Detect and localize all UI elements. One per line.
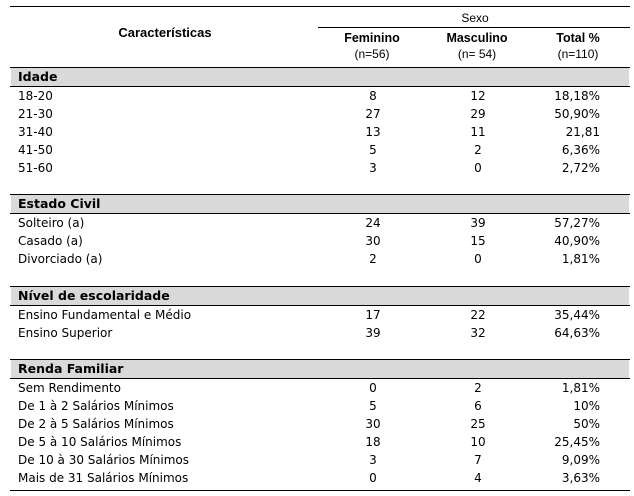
section-title: Estado Civil [18, 196, 101, 211]
row-label: Sem Rendimento [18, 381, 121, 395]
cell-total: 6,36% [561, 143, 600, 157]
cell-masculino: 29 [470, 107, 486, 121]
cell-masculino: 15 [470, 234, 486, 248]
section-title: Renda Familiar [18, 361, 124, 376]
cell-feminino: 39 [365, 326, 381, 340]
cell-feminino: 13 [365, 125, 381, 139]
section-title: Idade [18, 69, 58, 84]
row-label: Ensino Superior [18, 326, 113, 340]
cell-feminino: 27 [365, 107, 381, 121]
cell-total: 18,18% [554, 89, 600, 103]
row-label: Casado (a) [18, 234, 83, 248]
row-label: 31-40 [18, 125, 53, 139]
cell-total: 1,81% [561, 381, 600, 395]
cell-feminino: 2 [369, 252, 377, 266]
cell-feminino: 5 [369, 399, 377, 413]
col-sub-feminino: (n=56) [354, 47, 390, 61]
row-label: De 5 à 10 Salários Mínimos [18, 435, 182, 449]
cell-total: 64,63% [554, 326, 600, 340]
cell-feminino: 18 [365, 435, 381, 449]
top-rule [10, 6, 630, 7]
cell-masculino: 11 [470, 125, 486, 139]
section-header-0 [11, 68, 629, 86]
row-label: Mais de 31 Salários Mínimos [18, 471, 189, 485]
cell-total: 3,63% [561, 471, 600, 485]
row-label: 51-60 [18, 161, 53, 175]
section-title: Nível de escolaridade [18, 288, 170, 303]
cell-feminino: 0 [369, 381, 377, 395]
row-label: Solteiro (a) [18, 216, 85, 230]
cell-feminino: 3 [369, 161, 377, 175]
cell-feminino: 17 [365, 308, 381, 322]
cell-feminino: 8 [369, 89, 377, 103]
cell-feminino: 24 [365, 216, 381, 230]
row-label: Ensino Fundamental e Médio [18, 308, 192, 322]
sexo-group-header: Sexo [461, 11, 489, 25]
cell-masculino: 39 [470, 216, 486, 230]
cell-masculino: 0 [474, 161, 482, 175]
cell-total: 57,27% [554, 216, 600, 230]
cell-total: 1,81% [561, 252, 600, 266]
col-sub-total: (n=110) [557, 47, 599, 61]
cell-feminino: 0 [369, 471, 377, 485]
cell-total: 25,45% [554, 435, 600, 449]
cell-masculino: 0 [474, 252, 482, 266]
cell-total: 50,90% [554, 107, 600, 121]
cell-total: 50% [573, 417, 600, 431]
cell-feminino: 30 [365, 417, 381, 431]
cell-total: 21,81 [565, 125, 600, 139]
characteristics-header: Características [118, 25, 212, 40]
row-label: De 1 à 2 Salários Mínimos [18, 399, 174, 413]
bottom-rule [10, 490, 630, 491]
section-bottom-rule [10, 305, 630, 306]
col-header-total: Total % [556, 31, 600, 45]
cell-feminino: 30 [365, 234, 381, 248]
col-header-feminino: Feminino [344, 31, 400, 45]
section-bottom-rule [10, 86, 630, 87]
cell-feminino: 5 [369, 143, 377, 157]
section-header-1 [11, 195, 629, 213]
row-label: De 2 à 5 Salários Mínimos [18, 417, 174, 431]
cell-masculino: 32 [470, 326, 486, 340]
cell-masculino: 6 [474, 399, 482, 413]
row-label: De 10 à 30 Salários Mínimos [18, 453, 190, 467]
sexo-underline [318, 27, 630, 28]
row-label: 21-30 [18, 107, 53, 121]
col-sub-masculino: (n= 54) [457, 47, 497, 61]
cell-masculino: 25 [470, 417, 486, 431]
cell-total: 10% [573, 399, 600, 413]
section-bottom-rule [10, 378, 630, 379]
cell-masculino: 4 [474, 471, 482, 485]
cell-masculino: 2 [474, 381, 482, 395]
cell-masculino: 22 [470, 308, 486, 322]
row-label: 18-20 [18, 89, 53, 103]
cell-total: 2,72% [561, 161, 600, 175]
cell-masculino: 12 [470, 89, 486, 103]
cell-masculino: 10 [470, 435, 486, 449]
row-label: 41-50 [18, 143, 53, 157]
cell-masculino: 7 [474, 453, 482, 467]
section-bottom-rule [10, 213, 630, 214]
cell-total: 9,09% [561, 453, 600, 467]
cell-feminino: 3 [369, 453, 377, 467]
cell-masculino: 2 [474, 143, 482, 157]
col-header-masculino: Masculino [446, 31, 508, 45]
cell-total: 35,44% [554, 308, 600, 322]
cell-total: 40,90% [554, 234, 600, 248]
row-label: Divorciado (a) [18, 252, 103, 266]
